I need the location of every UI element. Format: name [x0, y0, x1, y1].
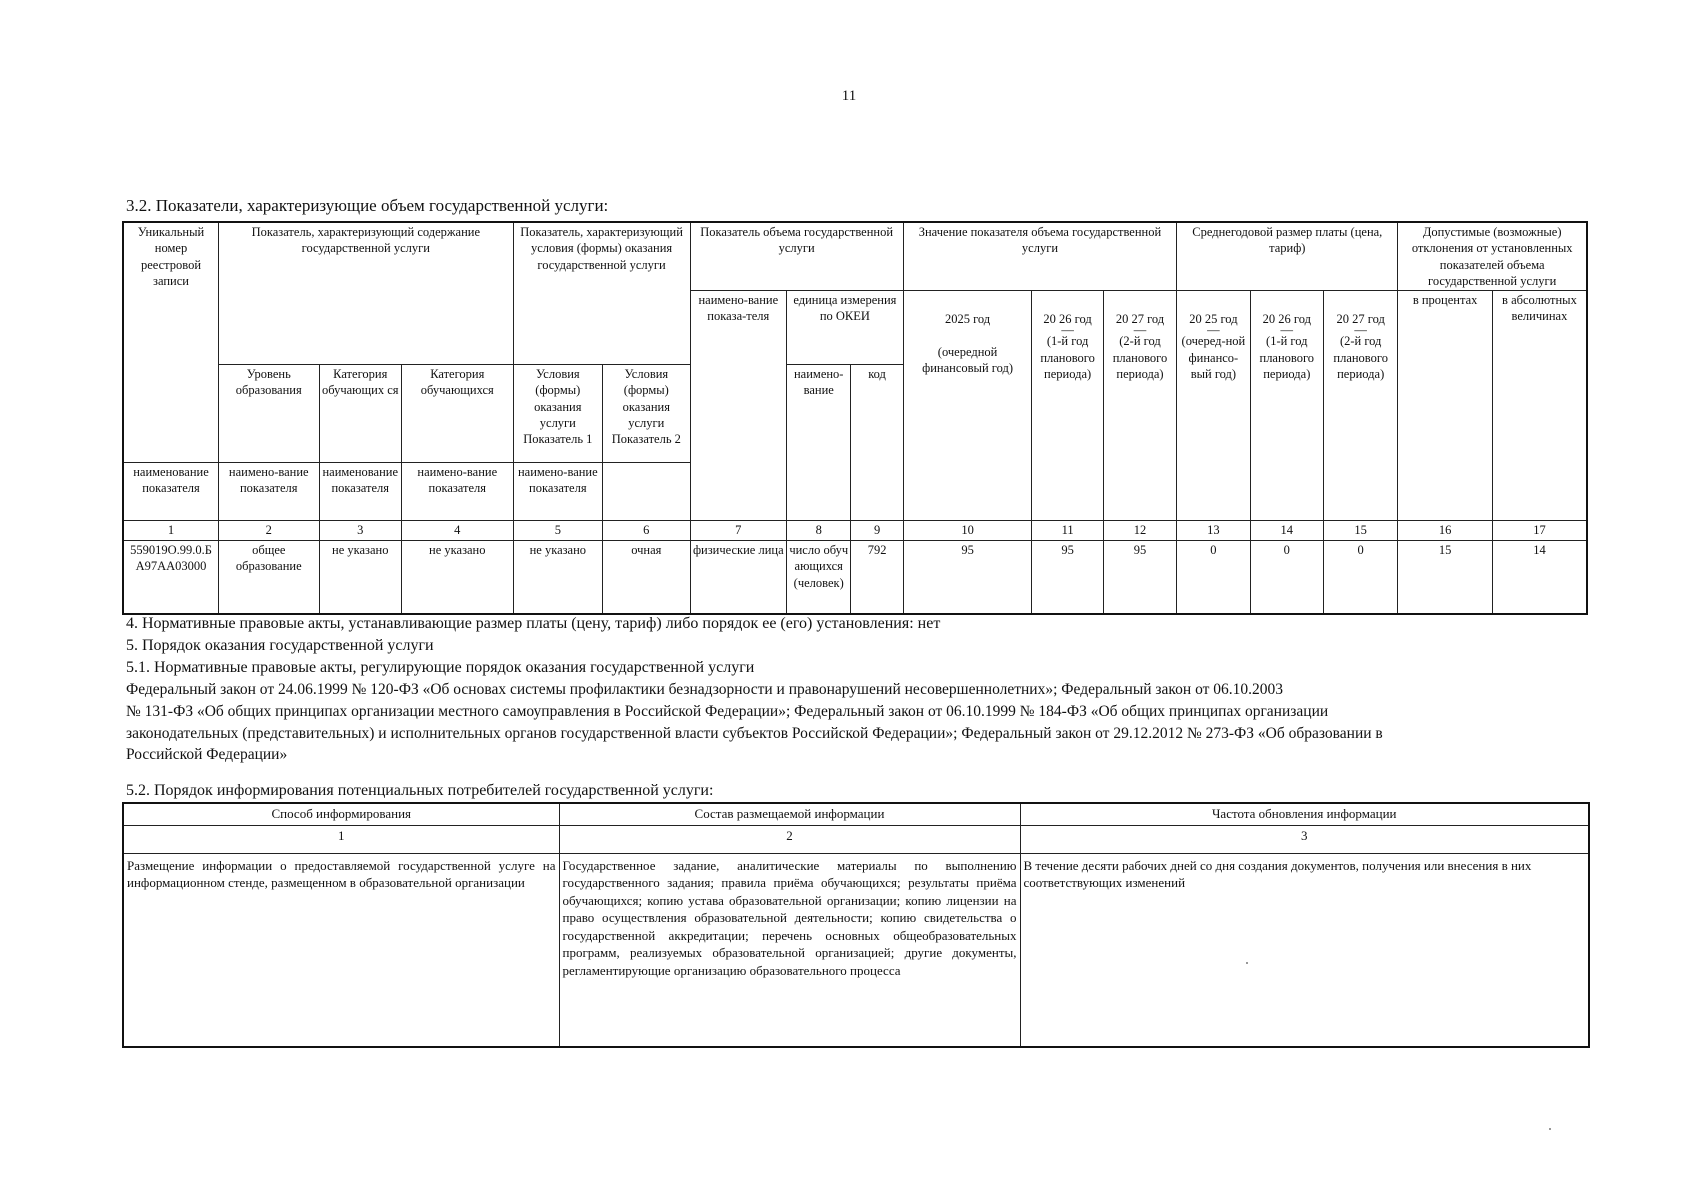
- fee-2027-label: 20 27 год: [1336, 312, 1385, 326]
- header-name-indicator-d: наимено-вание показателя: [401, 463, 513, 521]
- column-number: 6: [603, 521, 690, 541]
- cell-unit-name: число обучающихся (человек): [787, 541, 851, 614]
- cell-unit-code: 792: [851, 541, 903, 614]
- fee-2025-note: (очеред-ной финансо-вый год): [1181, 334, 1246, 381]
- informing-table: [122, 802, 1590, 1048]
- section-5-1-line: № 131-ФЗ «Об общих принципах организации местного самоуправления в Российской Федерации»; Федеральный закон от 06.10.1999 № 184-ФЗ «Об общих принципах организации: [126, 703, 1329, 720]
- header-fee-2026: 20 26 год — (1-й год планового периода): [1250, 291, 1323, 521]
- column-number: 14: [1250, 521, 1323, 541]
- section-4-text: 4. Нормативные правовые акты, устанавливающие размер платы (цену, тариф) либо порядок ее (его) установления: нет: [126, 615, 941, 632]
- header-unit-code: код: [851, 365, 903, 521]
- year-2027-label: 20 27 год: [1115, 312, 1165, 326]
- header-name-indicator-c: наименование показателя: [319, 463, 401, 521]
- year-2025-label: 2025 год: [944, 312, 991, 326]
- header-information-content: Состав размещаемой информации: [559, 803, 1020, 825]
- cell-level-education: общее образование: [219, 541, 320, 614]
- cell-value-2025: 95: [903, 541, 1032, 614]
- header-update-frequency: Частота обновления информации: [1020, 803, 1589, 825]
- header-unit-name: наимено-вание: [787, 365, 851, 521]
- column-number: 3: [319, 521, 401, 541]
- table-row: [123, 541, 1587, 614]
- column-number: 1: [123, 825, 559, 853]
- header-content-indicator: Показатель, характеризующий содержание государственной услуги: [219, 222, 514, 365]
- column-number: 12: [1103, 521, 1176, 541]
- column-number: 2: [219, 521, 320, 541]
- column-number: 7: [690, 521, 787, 541]
- header-category-students-2: Категория обучающихся: [401, 365, 513, 463]
- header-level-education: Уровень образования: [219, 365, 320, 463]
- cell-condition-1: не указано: [513, 541, 602, 614]
- cell-fee-2025: 0: [1177, 541, 1250, 614]
- cell-condition-2: очная: [603, 541, 690, 614]
- header-year-2025: [903, 291, 1032, 521]
- column-number: 9: [851, 521, 903, 541]
- column-number: 5: [513, 521, 602, 541]
- column-number: 1: [123, 521, 219, 541]
- cell-deviation-percent: 15: [1398, 541, 1493, 614]
- column-numbers-row: [123, 521, 1587, 541]
- fee-2027-note: (2-й год планового периода): [1333, 334, 1388, 381]
- section-5-1-line: законодательных (представительных) и исполнительных органов государственной власти субъектов Российской Федерации»; Федеральный закон от 29.12.2012 № 273-ФЗ «Об образовании в: [126, 725, 1383, 742]
- section-5-title: 5. Порядок оказания государственной услуги: [126, 637, 434, 654]
- cell-informing-method: Размещение информации о предоставляемой государственной услуге на информационном стенде, размещенном в образовательной организации: [123, 853, 559, 1047]
- header-in-absolute: в абсолютных величинах: [1492, 291, 1587, 521]
- fee-2025-label: 20 25 год: [1189, 312, 1238, 326]
- header-avg-fee: Среднегодовой размер платы (цена, тариф): [1177, 222, 1398, 291]
- header-volume-indicator: Показатель объема государственной услуги: [690, 222, 903, 291]
- cell-indicator-name: физические лица: [690, 541, 787, 614]
- cell-category-2: не указано: [401, 541, 513, 614]
- volume-indicators-table: [122, 221, 1588, 615]
- column-number: 3: [1020, 825, 1589, 853]
- cell-fee-2026: 0: [1250, 541, 1323, 614]
- header-fee-2027: 20 27 год — (2-й год планового периода): [1323, 291, 1397, 521]
- scan-speck: [1246, 962, 1248, 964]
- header-informing-method: Способ информирования: [123, 803, 559, 825]
- header-condition-indicator: Показатель, характеризующий условия (формы) оказания государственной услуги: [513, 222, 690, 365]
- header-volume-value: Значение показателя объема государственной услуги: [903, 222, 1176, 291]
- column-number: 13: [1177, 521, 1250, 541]
- year-2027-note: (2-й год планового периода): [1112, 334, 1168, 381]
- header-fee-2025: 20 25 год — (очеред-ной финансо-вый год): [1177, 291, 1250, 521]
- fee-2026-label: 20 26 год: [1262, 312, 1311, 326]
- section-5-1-line: Российской Федерации»: [126, 746, 288, 763]
- scan-speck: [1549, 1128, 1551, 1130]
- header-name-indicator-a: наименование показателя: [123, 463, 219, 521]
- cell-information-content: Государственное задание, аналитические материалы по выполнению государственного задания; правила приёма обучающихся; результаты приёма обучающихся; копию устава образовательной организации; копию лицензии на право осуществления образовательной деятельности; копию свидетельства о государственной аккредитации; перечень основных общеобразовательных программ, реализуемых образовательной организацией; другие документы, регламентирующие организацию образовательного процесса: [559, 853, 1020, 1047]
- cell-value-2026: 95: [1032, 541, 1103, 614]
- cell-category-1: не указано: [319, 541, 401, 614]
- section-5-1-line: Федеральный закон от 24.06.1999 № 120-ФЗ «Об основах системы профилактики безнадзорности и правонарушений несовершеннолетних»; Федеральный закон от 06.10.2003: [126, 681, 1284, 698]
- header-deviations: Допустимые (возможные) отклонения от установленных показателей объема государственной услуги: [1398, 222, 1587, 291]
- cell-registry-number: 559019О.99.0.БА97АА03000: [123, 541, 219, 614]
- section-3-2-title: 3.2. Показатели, характеризующие объем государственной услуги:: [126, 196, 609, 215]
- column-number: 16: [1398, 521, 1493, 541]
- column-number: 8: [787, 521, 851, 541]
- header-year-2027: 20 27 год — (2-й год планового периода): [1103, 291, 1176, 521]
- header-conditions-2: Условия (формы) оказания услуги Показатель 2: [603, 365, 690, 463]
- column-number: 11: [1032, 521, 1103, 541]
- header-in-percent: в процентах: [1398, 291, 1493, 521]
- header-name-indicator-b: наимено-вание показателя: [219, 463, 320, 521]
- table-row: [123, 853, 1589, 1047]
- cell-fee-2027: 0: [1323, 541, 1397, 614]
- header-conditions-1: Условия (формы) оказания услуги Показатель 1: [513, 365, 602, 463]
- column-number: 10: [903, 521, 1032, 541]
- page-number: 11: [841, 88, 857, 104]
- column-number: 17: [1492, 521, 1587, 541]
- column-number: 15: [1323, 521, 1397, 541]
- cell-value-2027: 95: [1103, 541, 1176, 614]
- header-year-2026: 20 26 год — (1-й год планового периода): [1032, 291, 1103, 521]
- section-5-1-title: 5.1. Нормативные правовые акты, регулирующие порядок оказания государственной услуги: [126, 659, 755, 676]
- column-number: 2: [559, 825, 1020, 853]
- column-number: 4: [401, 521, 513, 541]
- year-2026-label: 20 26 год: [1043, 312, 1092, 326]
- header-indicator-name: наимено-вание показа-теля: [690, 291, 787, 521]
- section-5-2-title: 5.2. Порядок информирования потенциальных потребителей государственной услуги:: [126, 782, 714, 799]
- year-2026-note: (1-й год планового периода): [1040, 334, 1095, 381]
- fee-2026-note: (1-й год планового периода): [1259, 334, 1315, 381]
- header-name-indicator-e: наимено-вание показателя: [513, 463, 602, 521]
- header-unique-number: Уникальный номер реестровой записи: [123, 222, 219, 463]
- year-2025-note: (очередной финансовый год): [922, 344, 1013, 375]
- header-category-students-1: Категория обучающих ся: [319, 365, 401, 463]
- cell-update-frequency: В течение десяти рабочих дней со дня создания документов, получения или внесения в них соответствующих изменений: [1020, 853, 1589, 1047]
- header-unit-okei: единица измерения по ОКЕИ: [787, 291, 904, 365]
- cell-deviation-absolute: 14: [1492, 541, 1587, 614]
